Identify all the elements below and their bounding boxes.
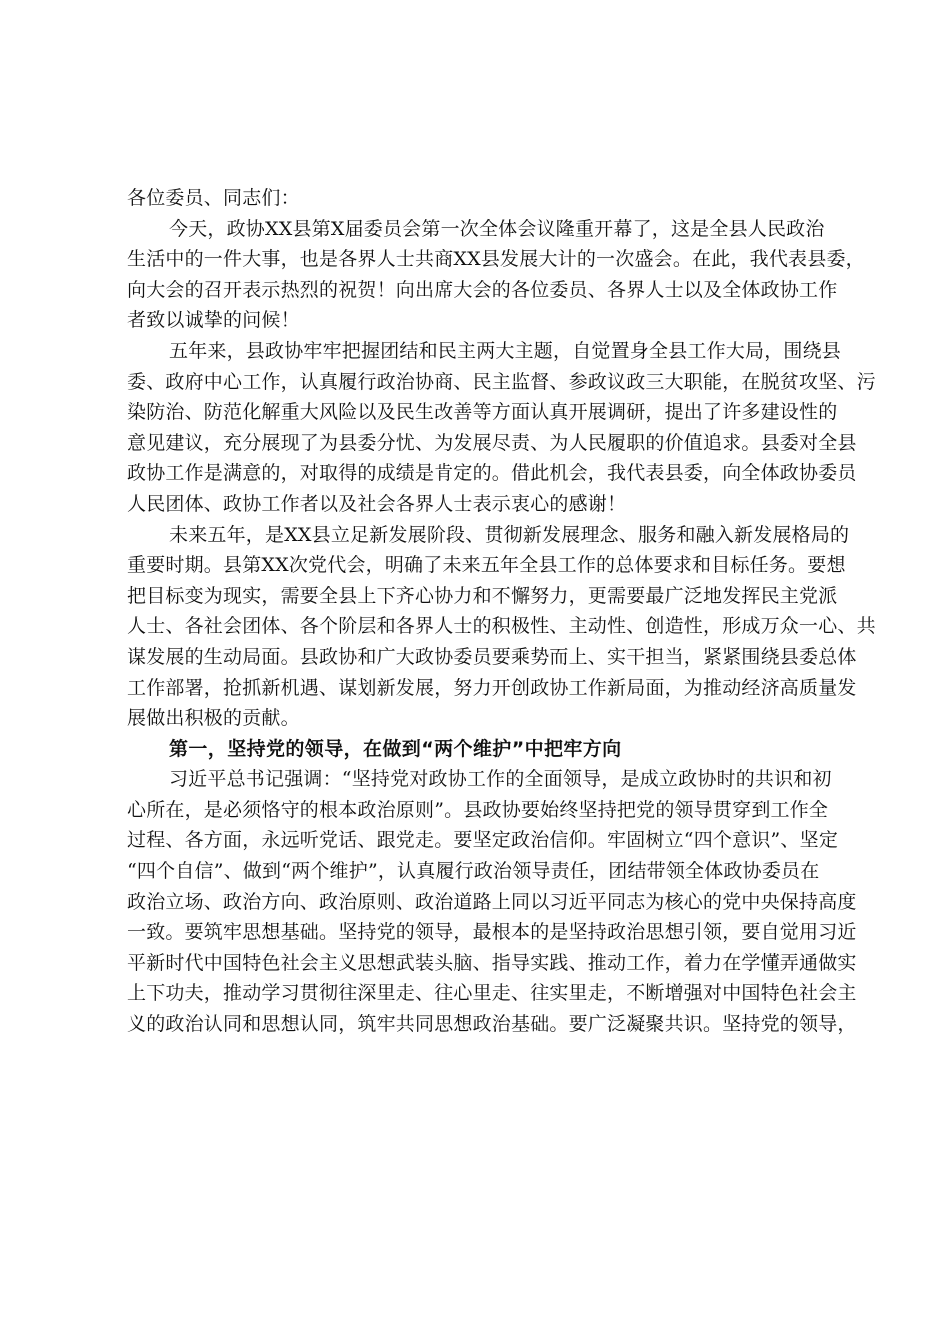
section-heading: 第一，坚持党的领导，在做到“两个维护”中把牢方向 <box>169 737 622 760</box>
paragraph-line: 习近平总书记强调：“坚持党对政协工作的全面领导，是成立政协时的共识和初 <box>169 768 832 791</box>
paragraph-line: 工作部署，抢抓新机遇、谋划新发展，努力开创政协工作新局面，为推动经济高质量发 <box>127 676 857 699</box>
paragraph-line: 谋发展的生动局面。县政协和广大政协委员要乘势而上、实干担当，紧紧围绕县委总体 <box>127 645 857 668</box>
paragraph-line: 政协工作是满意的，对取得的成绩是肯定的。借此机会，我代表县委，向全体政协委员 <box>127 462 857 485</box>
paragraph-line: 委、政府中心工作，认真履行政治协商、民主监督、参政议政三大职能，在脱贫攻坚、污 <box>127 370 876 393</box>
paragraph-line: 过程、各方面，永远听党话、跟党走。要坚定政治信仰。牢固树立“四个意识”、坚定 <box>127 829 839 852</box>
paragraph-line: 义的政治认同和思想认同，筑牢共同思想政治基础。要广泛凝聚共识。坚持党的领导， <box>127 1013 857 1036</box>
paragraph-line: 平新时代中国特色社会主义思想武装头脑、指导实践、推动工作，着力在学懂弄通做实 <box>127 951 857 974</box>
paragraph-line: 意见建议，充分展现了为县委分忧、为发展尽责、为人民履职的价值追求。县委对全县 <box>127 431 857 454</box>
paragraph-line: 展做出积极的贡献。 <box>127 707 300 730</box>
paragraph-review <box>127 336 876 520</box>
paragraph-line: “四个自信”、做到“两个维护”，认真履行政治领导责任，团结带领全体政协委员在 <box>127 860 820 883</box>
paragraph-line: 人士、各社会团体、各个阶层和各界人士的积极性、主动性、创造性，形成万众一心、共 <box>127 615 876 638</box>
paragraph-line: 未来五年，是XX县立足新发展阶段、贯彻新发展理念、服务和融入新发展格局的 <box>169 523 850 546</box>
paragraph-line: 人民团体、政协工作者以及社会各界人士表示衷心的感谢！ <box>127 492 627 515</box>
paragraph-line: 政治立场、政治方向、政治原则、政治道路上同以习近平同志为核心的党中央保持高度 <box>127 890 857 913</box>
paragraph-line: 者致以诚挚的问候！ <box>127 309 300 332</box>
paragraph-line: 上下功夫，推动学习贯彻往深里走、往心里走、往实里走，不断增强对中国特色社会主 <box>127 982 857 1005</box>
paragraph-line: 一致。要筑牢思想基础。坚持党的领导，最根本的是坚持政治思想引领，要自觉用习近 <box>127 921 857 944</box>
paragraph-opening <box>127 214 865 336</box>
paragraph-line: 染防治、防范化解重大风险以及民生改善等方面认真开展调研，提出了许多建设性的 <box>127 401 838 424</box>
paragraph-line: 心所在，是必须恪守的根本政治原则”。县政协要始终坚持把党的领导贯穿到工作全 <box>127 798 829 821</box>
paragraph-line: 重要时期。县第XX次党代会，明确了未来五年全县工作的总体要求和目标任务。要想 <box>127 554 846 577</box>
paragraph-line: 把目标变为现实，需要全县上下齐心协力和不懈努力，更需要最广泛地发挥民主党派 <box>127 584 838 607</box>
paragraph-line: 向大会的召开表示热烈的祝贺！向出席大会的各位委员、各界人士以及全体政协工作 <box>127 278 838 301</box>
paragraph-section-1 <box>127 764 857 1039</box>
paragraph-outlook <box>127 520 876 734</box>
salutation: 各位委员、同志们： <box>127 187 300 209</box>
paragraph-line: 今天，政协XX县第X届委员会第一次全体会议隆重开幕了，这是全县人民政治 <box>169 217 825 240</box>
paragraph-line: 生活中的一件大事，也是各界人士共商XX县发展大计的一次盛会。在此，我代表县委， <box>127 248 865 271</box>
paragraph-line: 五年来，县政协牢牢把握团结和民主两大主题，自觉置身全县工作大局，围绕县 <box>169 339 842 362</box>
document-body <box>127 183 876 1040</box>
